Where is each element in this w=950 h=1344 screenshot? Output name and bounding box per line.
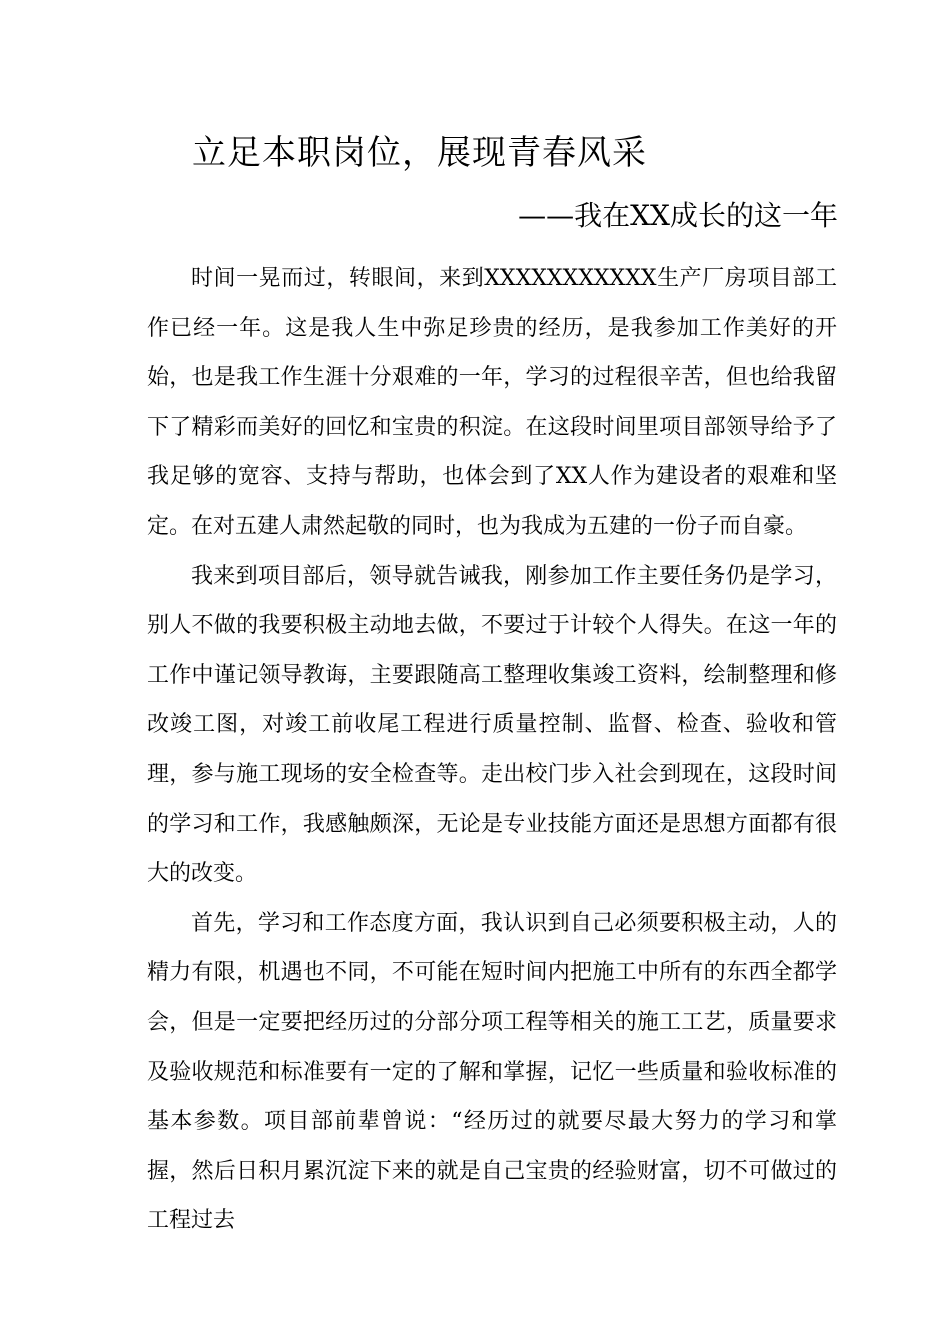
paragraph: 首先，学习和工作态度方面，我认识到自己必须要积极主动，人的精力有限，机遇也不同，不可能在短时间内把施工中所有的东西全都学会，但是一定要把经历过的分部分项工程等相关的施工工艺，质量要求及验收规范和标准要有一定的了解和掌握，记忆一些质量和验收标准的基本参数。项目部前辈曾说：“经历过的就要尽最大努力的学习和掌握，然后日积月累沉淀下来的就是自己宝贵的经验财富，切不可做过的工程过去 <box>147 910 837 1234</box>
document-body <box>147 254 837 1246</box>
paragraph: 时间一晃而过，转眼间，来到XXXXXXXXXXX生产厂房项目部工作已经一年。这是我人生中弥足珍贵的经历，是我参加工作美好的开始，也是我工作生涯十分艰难的一年，学习的过程很辛苦，但也给我留下了精彩而美好的回忆和宝贵的积淀。在这段时间里项目部领导给予了我足够的宽容、支持与帮助，也体会到了XX人作为建设者的艰难和坚定。在对五建人肃然起敬的同时，也为我成为五建的一份子而自豪。 <box>147 266 837 539</box>
paragraph: 我来到项目部后，领导就告诫我，刚参加工作主要任务仍是学习，别人不做的我要积极主动地去做，不要过于计较个人得失。在这一年的工作中谨记领导教诲，主要跟随高工整理收集竣工资料，绘制整理和修改竣工图，对竣工前收尾工程进行质量控制、监督、检查、验收和管理，参与施工现场的安全检查等。走出校门步入社会到现在，这段时间的学习和工作，我感触颇深，无论是专业技能方面还是思想方面都有很大的改变。 <box>147 563 837 887</box>
document-subtitle: ——我在XX成长的这一年 <box>518 199 838 232</box>
document-title: 立足本职岗位，展现青春风采 <box>192 133 647 173</box>
